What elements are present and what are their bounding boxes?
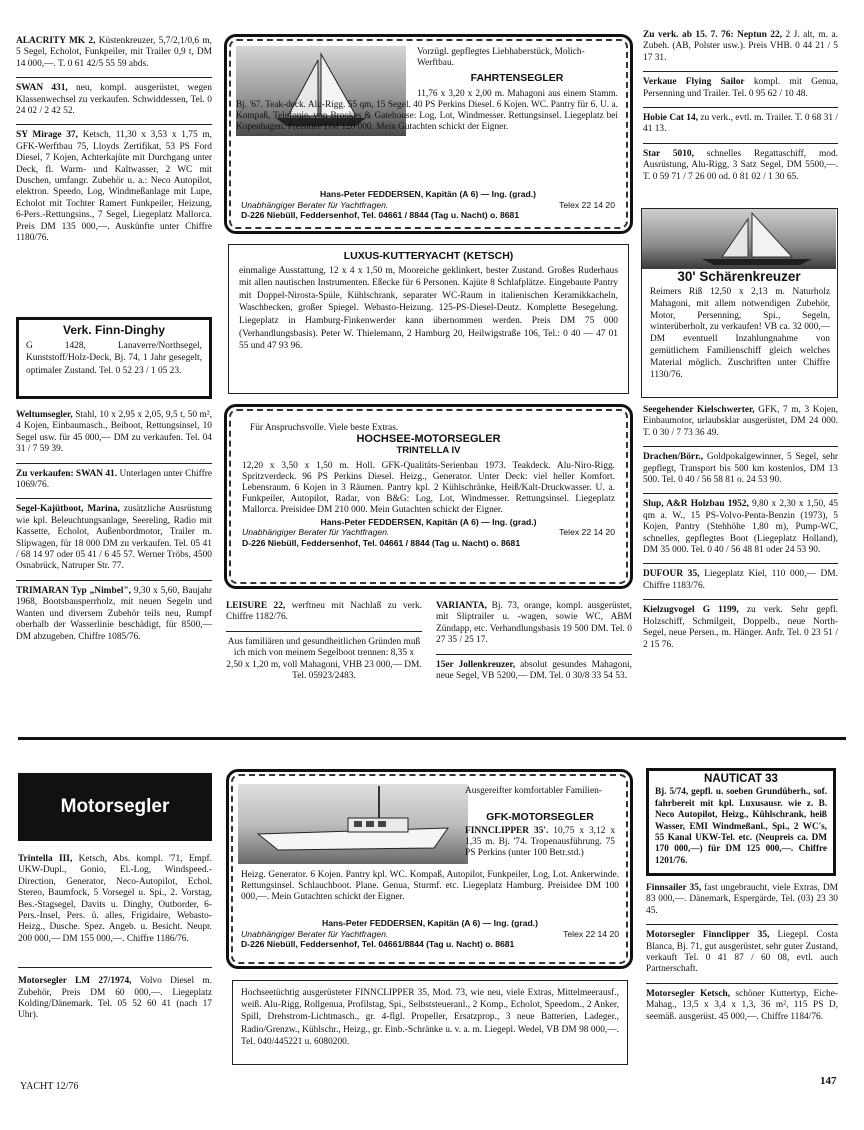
- finnclipper-text-box: Hochseetüchtig ausgerüsteter FINNCLIPPER 35, Mod. 73, wie neu, viele Extras, Mittelmeerausf., weiß. Alu-Rigg, Rollgenua, Profilstag, Spi., Selbststeueranl., 2 Komp., Echolot, Speedom., 2 Anker, Spill, Drehstrom-Lichtmasch., gr. 4-flgl. Propeller, Ersatzprop., 3 neue Batterien, Ladeger., Radio/Grenzw., Kühlschr., Heizg., gr. Einb.-Schränke u. v. a. m. Liegepl. Wedel, VB DM 98 000,—. Tel. 040/445221 u. 6080200.: [232, 980, 628, 1065]
- schaerenkreuzer-title: 30' Schärenkreuzer: [677, 269, 801, 284]
- classified-ad: Star 5010, schnelles Regattaschiff, mod. Ausrüstung, Alu-Rigg, 3 Satz Segel, DM 5500,—. T. 0 59 71 / 7 26 00 od. 0 81 02 / 1 30 65.: [643, 148, 839, 182]
- right-column-top: [643, 30, 838, 190]
- kutteryacht-ad: [228, 244, 629, 394]
- mid-right-small-ads: [436, 601, 632, 689]
- classified-ad: 15er Jollenkreuzer, absolut gesundes Mahagoni, neue Segel, VB 5200,— DM. Tel. 0 30/8 33 54 53.: [436, 659, 632, 682]
- bottom-left-ads: [18, 854, 212, 1029]
- classified-ad: Kielzugvogel G 1199, zu verk. Sehr gepfl. Holzschiff, Schmilgeit, Doppelb., neue North-Segel, neue Persen., m. Hänger. Anfr. Tel. 0 23 51 / 2 15 76.: [643, 605, 838, 650]
- schaerenkreuzer-ad: [641, 208, 838, 398]
- schaerenkreuzer-photo: [642, 209, 836, 269]
- classified-ad: SWAN 431, neu, kompl. ausgerüstet, wegen Klassenwechsel zu verkaufen. Schwiddessen, Tel. 0 24 02 / 2 42 52.: [16, 83, 212, 117]
- fahrtensegler-intro: Vorzügl. gepflegtes Liebhaberstück, Molich-Werftbau.: [417, 47, 585, 69]
- nauticat-title: NAUTICAT 33: [704, 773, 778, 785]
- finn-dinghy-body: G 1428, Lanaverre/Northsegel, Kunststoff/Holz-Deck, Bj. 74, 1 Jahr gesegelt, optimaler Zustand. Tel. 0 52 23 / 1 05 23.: [26, 340, 202, 376]
- section-divider: [18, 737, 846, 740]
- left-column-mid: [16, 410, 212, 650]
- finnclipper-intro: Ausgereifter komfortabler Familien-: [465, 786, 602, 796]
- classified-ad: Weltumsegler, Stahl, 10 x 2,95 x 2,05, 9,5 t, 50 m², 4 Kojen, Einbaumasch., Beiboot, Rettungsinsel, 10 Segel usw. für 45 000,— DM zu verkaufen. Tel. 04 31 / 7 59 39.: [16, 410, 212, 455]
- classified-ad: TRIMARAN Typ „Nimbel", 9,30 x 5,60, Baujahr 1968, Bootsbausperrholz, mit neuen Segeln und Wanten und diversem Zubehör teils neu, Rumpf oberhalb der Wasserlinie beschädigt, für 8500,— DM abzugeben. Chiffre 1085/76.: [16, 585, 212, 642]
- finnclipper-body2: Heizg. Generator. 6 Kojen. Pantry kpl. WC. Kompaß, Autopilot, Funkpeiler, Log, Lot. Ankerwinde. Rettungsinsel. Schlauchboot. Plane. Genua, Sturmf. etc. Liegeplatz Hamburg. Preisidee DM 100 000,—. Mein Gutachten schickt der Eigner.: [241, 870, 619, 903]
- classified-ad: Drachen/Börr., Goldpokalgewinner, 5 Segel, sehr gepflegt, Transport bis 500 km kostenlos, DM 13 500. Tel. 0 40 / 56 58 81 o. 24 53 90.: [643, 452, 838, 486]
- trintella-contact: Hans-Peter FEDDERSEN, Kapitän (A 6) — Ing. (grad.) Unabhängiger Berater für Yachtfragen. Telex 22 14 20 D-226 Niebüll, Feddersenhof, Tel. 04661 / 8844 (Tag u. Nacht) o. 8681: [242, 516, 615, 548]
- classified-ad: DUFOUR 35, Liegeplatz Kiel, 110 000,— DM. Chiffre 1183/76.: [643, 569, 838, 591]
- classified-ad: Seegehender Kielschwerter, GFK, 7 m, 3 Kojen, Einbaumotor, urlaubsklar ausgerüstet, DM 24 000. T. 0 30 / 7 73 36 49.: [643, 405, 839, 438]
- finn-dinghy-box: [16, 317, 212, 399]
- finnclipper-title: GFK-MOTORSEGLER: [486, 811, 594, 823]
- classified-ad: ALACRITY MK 2, Küstenkreuzer, 5,7/2,1/0,6 m, 5 Segel, Echolot, Funkpeiler, mit Trailer 0,9 t, DM 14 000,—. T. 0 61 42/5 55 59 abds.: [16, 36, 212, 69]
- classified-ad: Segel-Kajütboot, Marina, zusätzliche Ausrüstung wie kpl. Beleuchtungsanlage, Seereling, Radio mit Kassette, Echolot, Außenbordmotor, Trailer m. Slipwagen, für 18 000 DM zu verkaufen. Tel. 05 41 / 68 14 97 oder 05 41 / 6 45 57. Werner Tröbs, 4500 Osnabrück, Natruper Str. 77.: [16, 504, 212, 572]
- fahrtensegler-contact: Hans-Peter FEDDERSEN, Kapitän (A 6) — Ing. (grad.) Unabhängiger Berater für Yachtfragen. Telex 22 14 20 D-226 Niebüll, Feddersenhof, Tel. 04661 / 8844 (Tag u. Nacht) o. 8681: [241, 189, 615, 220]
- motorsegler-banner: Motorsegler: [18, 773, 212, 841]
- classified-ad: Zu verk. ab 15. 7. 76: Neptun 22, 2 J. alt, m. a. Zubeh. (AB, Polster usw.). Preis VHB. 0 44 21 / 5 17 31.: [643, 30, 838, 63]
- classified-ad: SY Mirage 37, Ketsch, 11,30 x 3,53 x 1,75 m, GFK-Werftbau 75, Lloyds Zertifikat, 53 PS Ford Diesel, 7 Kojen, Achterkajüte mit Durchgang unter Deck, fl. Warm- und Kaltwasser, 2 WC mit Duschen, umfangr. Zubehör u. a.: Neco Autopilot, elektron. Speedo, Log, Windmeßanlage mit Lupe, Echolot mit Tochter Ramert Funkpeiler, Heizung, 6-Pers.-Rettungsins., 7 Segel, Liegeplatz Mallorca. Preis DM 135 000,—. Auskünfte unter Chiffre 1180/76.: [16, 130, 212, 244]
- trintella-ad: [224, 404, 633, 589]
- trintella-subtitle: TRINTELLA IV: [396, 445, 461, 457]
- classified-ad: Slup, A&R Holzbau 1952, 9,80 x 2,30 x 1,50, 45 qm a. W., 15 PS-Volvo-Penta-Benzin (1973), 5 Kojen, Pantry (Stehhöhe 1,80 m), Pump-WC, schnelles, gepflegtes Boot (Liegeplatz Holland), DM 35 000. Tel. 0 40 / 56 48 81 oder 24 53 90.: [643, 499, 838, 556]
- classified-ad: Motorsegler LM 27/1974, Volvo Diesel m. Zubehör, Preis DM 60 000,—. Liegeplatz Kolding/Dänemark. Tel. 05 52 60 41 (nach 17 Uhr).: [18, 976, 212, 1021]
- classified-ad: VARIANTA, Bj. 73, orange, kompl. ausgerüstet, mit Sliptrailer u. -wagen, sowie WC, ABM Zündapp, etc. Verhandlungsbasis 19 500 DM. Tel. 0 27 35 / 25 17.: [436, 601, 632, 646]
- motorsailer-icon: [238, 784, 468, 864]
- schaerenkreuzer-body: Reimers Riß 12,50 x 2,13 m. Naturholz Mahagoni, mit allem notwendigen Zubehör, Motor, Persenning, Spi., Segeln, winterüberholt, zu verkaufen! VB ca. 32 000,— DM eventuell Inzahlungnahme von gemütlichem Familienschiff gleich welches Material möglich. Zuschriften unter Chiffre 1130/76.: [650, 287, 830, 380]
- classified-ad: Motorsegler Ketsch, schöner Kuttertyp, Eiche-Mahag., 13,5 x 3,4 x 1,3, 36 m², 115 PS D, seemäß. ausgerüst. 45 000,—. Chiffre 1184/76.: [646, 988, 838, 1022]
- classified-ad: LEISURE 22, werftneu mit Nachlaß zu verk. Chiffre 1182/76.: [226, 601, 422, 623]
- right-column-mid: [643, 405, 838, 658]
- classified-ad: Trintella III, Ketsch, Abs. kompl. '71, Empf. UKW-Dupl., Gonio, El.-Log, Windspeed.-Direction, Generator, Neco-Autopilot, Echol. Stereo, Baumfock, 5 Vorsegel u. Spi., 2. Vorstag, Bes.-Stagsegel, Davits u. Dinghy, Outborder, 6-Pers.-Insel, Pers. ü. alles, Frigidaire, Webasto-Heizg., Dusche. Spez. Angeb. u. Besicht. Neupr. 200 000,— DM 155 000,—. Chiffre 1186/76.: [18, 854, 212, 944]
- finn-dinghy-title: Verk. Finn-Dinghy: [62, 323, 165, 337]
- mid-left-small-ads: [226, 601, 422, 689]
- nauticat-ad: [646, 768, 836, 876]
- classified-ad: Verkaue Flying Sailor kompl. mit Genua, Persenning und Trailer. Tel. 0 95 62 / 10 48.: [643, 77, 838, 99]
- finnclipper-ad: [226, 769, 633, 969]
- page-number: 147: [820, 1075, 837, 1087]
- trintella-body: 12,20 x 3,50 x 1,50 m. Holl. GFK-Qualitäts-Serienbau 1973. Teakdeck. Alu-Niro-Rigg. Spritzverdeck. 96 PS Perkins Diesel. Heizg., Generator. Unter Deck: viel heller Komfort. Lebensraum. 6 Kojen in 3 Räumen. Pantry kpl. 2 Kühlschränke, Heiß/Kalt-Druckwasser. U. a. Funkpeiler, Autopilot, Radar, von B&G: Log, Lot, Windmesser. Rettungsinsel. Liegeplatz Mallorca. Preisidee DM 210 000. Mein Gutachten schickt der Eigner.: [242, 460, 615, 516]
- fahrtensegler-title: FAHRTENSEGLER: [470, 72, 564, 84]
- classified-ad: Hobie Cat 14, zu verk., evtl. m. Trailer. T. 0 68 31 / 41 13.: [643, 113, 838, 135]
- bottom-right-ads: [646, 883, 838, 1030]
- kutteryacht-body: einmalige Ausstattung, 12 x 4 x 1,50 m, Mooreiche geklinkert, bester Zustand. Großes Ruderhaus mit allen nautischen Instrumenten. Eßecke für 6 Personen. Kajüte 8 Schlafplätze. Eingebaute Pantry mit Doppel-Nirosta-Spüle, Kühlschrank, separater WC-Raum in italienischen Keramikkacheln, Waschbecken, großer Spiegel. Webasto-Heizung. 125-PS-Diesel-Deutz. Komplette Besegelung. Liegeplatz in Hamburg-Finkenwerder kann übernommen werden. Preis DM 75 000 (Verhandlungsbasis). Peter W. Thielemann, 2 Hamburg 20, Heilwigstraße 106, Tel.: 0 40 — 47 01 55 und 47 93 96.: [239, 265, 618, 352]
- nauticat-body: Bj. 5/74, gepfl. u. soeben Grundüberh., sof. fahrbereit mit kpl. Luxusausr. wie z. B. Neco Autopilot, Heizg., Kühlschrank, heiß Wasser, EMI Windmeßanl., Spi., 2 WC's, 55 Kanal UKW-Tel. etc. (Neupreis ca. DM 170 000,—) für DM 125 000,—. Chiffre 1201/76.: [655, 786, 827, 865]
- sailboat-icon: [642, 209, 836, 269]
- fahrtensegler-body: 11,76 x 3,20 x 2,00 m. Mahagoni aus einem Stamm. Bj. '67. Teak-deck. Alu-Rigg. 55 qm, 15 Segel. 40 PS Perkins Diesel. 6 Kojen. WC. Pantry für 6. U. a. Kompaß, Telefonie, von Brookes & Gatehouse: Log, Lot, Windmesser. Rettungsinsel. Liegeplatz bei Kopenhagen. Preisidee DM 120 000. Mein Gutachten schickt der Eigner.: [236, 89, 618, 133]
- classified-ad: Aus familiären und gesundheitlichen Gründen muß ich mich von meinem Segelboot trennen: 8,35 x 2,50 x 1,20 m, voll Mahagoni, VHB 23 000,— DM. Tel. 05923/2483.: [226, 636, 422, 682]
- motorsailer-photo: [238, 784, 468, 864]
- classified-ad: Motorsegler Finnclipper 35, Liegepl. Costa Blanca, Bj. 71, gut ausgerüstet, sehr guter Zustand, verkauft Tel. 0 41 87 / 60 08, evtl. auch Partnerschaft.: [646, 930, 838, 975]
- classified-ad: Finnsailer 35, fast ungebraucht, viele Extras, DM 83 000,—. Dänemark, Espergärde, Tel. (03) 23 30 45.: [646, 883, 838, 916]
- kutteryacht-title: LUXUS-KUTTERYACHT (KETSCH): [343, 250, 514, 262]
- left-column-top: [16, 36, 212, 252]
- finnclipper-body1: FINNCLIPPER 35'. 10,75 x 3,12 x 1,35 m. Bj. '74. Tropenausführung. 75 PS Perkins (unter 100 Betr.std.): [465, 826, 616, 859]
- trintella-intro: Für Anspruchsvolle. Viele beste Extras.: [250, 423, 399, 433]
- fahrtensegler-ad: [224, 34, 633, 234]
- finnclipper-contact: Hans-Peter FEDDERSEN, Kapitän (A 6) — Ing. (grad.) Unabhängiger Berater für Yachtfragen. Telex 22 14 20 D-226 Niebüll, Feddersenhof, Tel. 04661/8844 (Tag u. Nacht) o. 8681: [241, 918, 619, 949]
- classified-ad: Zu verkaufen: SWAN 41. Unterlagen unter Chiffre 1069/76.: [16, 468, 212, 491]
- magazine-footer: YACHT 12/76: [20, 1081, 79, 1092]
- trintella-title: HOCHSEE-MOTORSEGLER: [356, 433, 501, 446]
